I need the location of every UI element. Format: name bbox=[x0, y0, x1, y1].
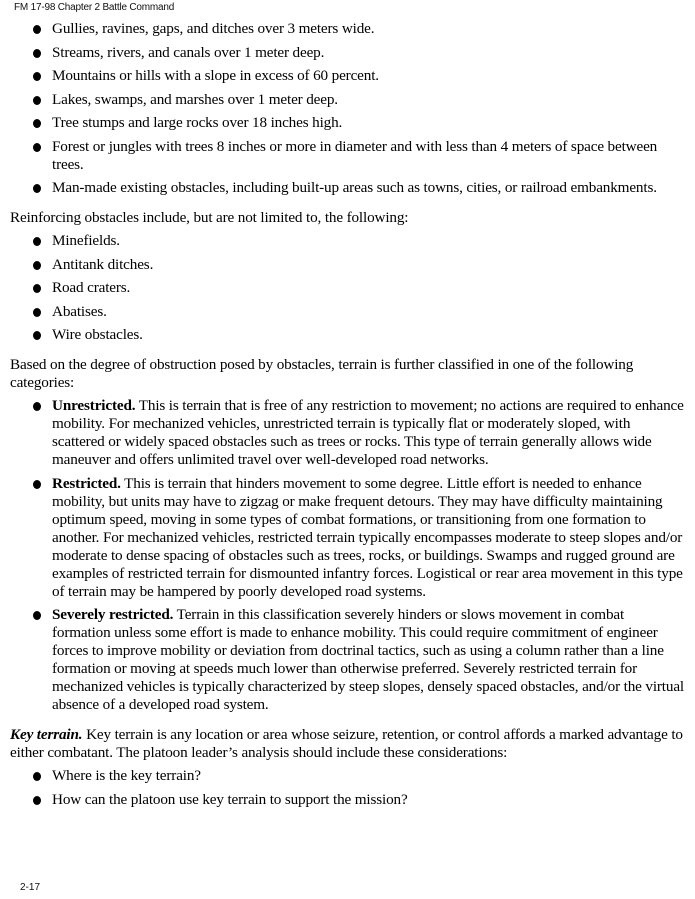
bullet-icon bbox=[33, 72, 41, 81]
bullet-icon bbox=[33, 96, 41, 105]
running-header: FM 17-98 Chapter 2 Battle Command bbox=[14, 2, 175, 13]
bullet-icon bbox=[33, 611, 41, 620]
list-item: Streams, rivers, and canals over 1 meter deep. bbox=[10, 44, 685, 62]
bullet-icon bbox=[33, 119, 41, 128]
list-item: Man-made existing obstacles, including built-up areas such as towns, cities, or railroad embankments. bbox=[10, 179, 685, 197]
bullet-icon bbox=[33, 261, 41, 270]
term: Restricted. bbox=[52, 474, 121, 492]
classification-item-restricted: Restricted. This is terrain that hinders movement to some degree. Little effort is needed to enhance mobility, but units may have to zigzag or make frequent detours. They may have difficulty maintaining optimum speed, moving in some types of combat formations, or transitioning from one formation to another. For mechanized vehicles, restricted terrain typically encompasses moderate to steep slopes and/or moderate to dense spacing of obstacles such as trees, rocks, or buildings. Swamps and rugged ground are examples of restricted terrain for dismounted infantry forces. Logistical or rear area movement in this type of terrain may be hampered by poorly developed road systems. bbox=[10, 475, 685, 601]
bullet-icon bbox=[33, 308, 41, 317]
bullet-icon bbox=[33, 143, 41, 152]
list-item: Mountains or hills with a slope in excess of 60 percent. bbox=[10, 67, 685, 85]
list-item: Where is the key terrain? bbox=[10, 767, 685, 785]
existing-obstacles-list bbox=[10, 20, 685, 197]
classification-item-unrestricted: Unrestricted. This is terrain that is free of any restriction to movement; no actions are required to enhance mobility. For mechanized vehicles, unrestricted terrain is typically flat or moderately sloped, with scattered or widely spaced obstacles such as trees or rocks. This type of terrain generally allows wide maneuver and offers unlimited travel over well-developed road networks. bbox=[10, 397, 685, 469]
term: Unrestricted. bbox=[52, 397, 136, 414]
list-item: Gullies, ravines, gaps, and ditches over 3 meters wide. bbox=[10, 20, 685, 38]
bullet-icon bbox=[33, 331, 41, 340]
list-item: Road craters. bbox=[10, 279, 685, 297]
classification-item-severely-restricted: Severely restricted. Terrain in this classification severely hinders or slows movement in combat formation unless some effort is made to enhance mobility. This could require commitment of engineer forces to improve mobility or deviation from doctrinal tactics, such as using a column rather than a line formation or moving at speeds much lower than otherwise preferred. Severely restricted terrain for mechanized vehicles is typically characterized by steep slopes, densely spaced obstacles, and/or the virtual absence of a developed road system. bbox=[10, 606, 685, 714]
list-item: Tree stumps and large rocks over 18 inches high. bbox=[10, 114, 685, 132]
bullet-icon bbox=[33, 25, 41, 34]
reinforcing-intro: Reinforcing obstacles include, but are not limited to, the following: bbox=[10, 208, 409, 226]
bullet-icon bbox=[33, 284, 41, 293]
term: Key terrain. bbox=[10, 725, 83, 743]
list-item: Antitank ditches. bbox=[10, 256, 685, 274]
page-body bbox=[10, 20, 685, 814]
bullet-icon bbox=[33, 772, 41, 781]
key-terrain-paragraph: Key terrain. Key terrain is any location or area whose seizure, retention, or control affords a marked advantage to either combatant. The platoon leader’s analysis should include these considerations: bbox=[10, 725, 683, 761]
term: Severely restricted. bbox=[52, 606, 174, 623]
list-item: Lakes, swamps, and marshes over 1 meter deep. bbox=[10, 91, 685, 109]
bullet-icon bbox=[33, 184, 41, 193]
bullet-icon bbox=[33, 49, 41, 58]
classification-intro: Based on the degree of obstruction posed by obstacles, terrain is further classified in one of the following categories: bbox=[10, 355, 634, 391]
list-item: Minefields. bbox=[10, 232, 685, 250]
list-item: Wire obstacles. bbox=[10, 326, 685, 344]
bullet-icon bbox=[33, 237, 41, 246]
list-item: Abatises. bbox=[10, 303, 685, 321]
key-terrain-considerations bbox=[10, 767, 685, 809]
bullet-icon bbox=[33, 402, 41, 411]
reinforcing-obstacles-list bbox=[10, 232, 685, 344]
terrain-classification-list bbox=[10, 397, 685, 714]
list-item: Forest or jungles with trees 8 inches or more in diameter and with less than 4 meters of space between trees. bbox=[10, 138, 685, 174]
page-number: 2-17 bbox=[20, 882, 41, 893]
bullet-icon bbox=[33, 480, 41, 489]
list-item: How can the platoon use key terrain to support the mission? bbox=[10, 791, 685, 809]
bullet-icon bbox=[33, 796, 41, 805]
